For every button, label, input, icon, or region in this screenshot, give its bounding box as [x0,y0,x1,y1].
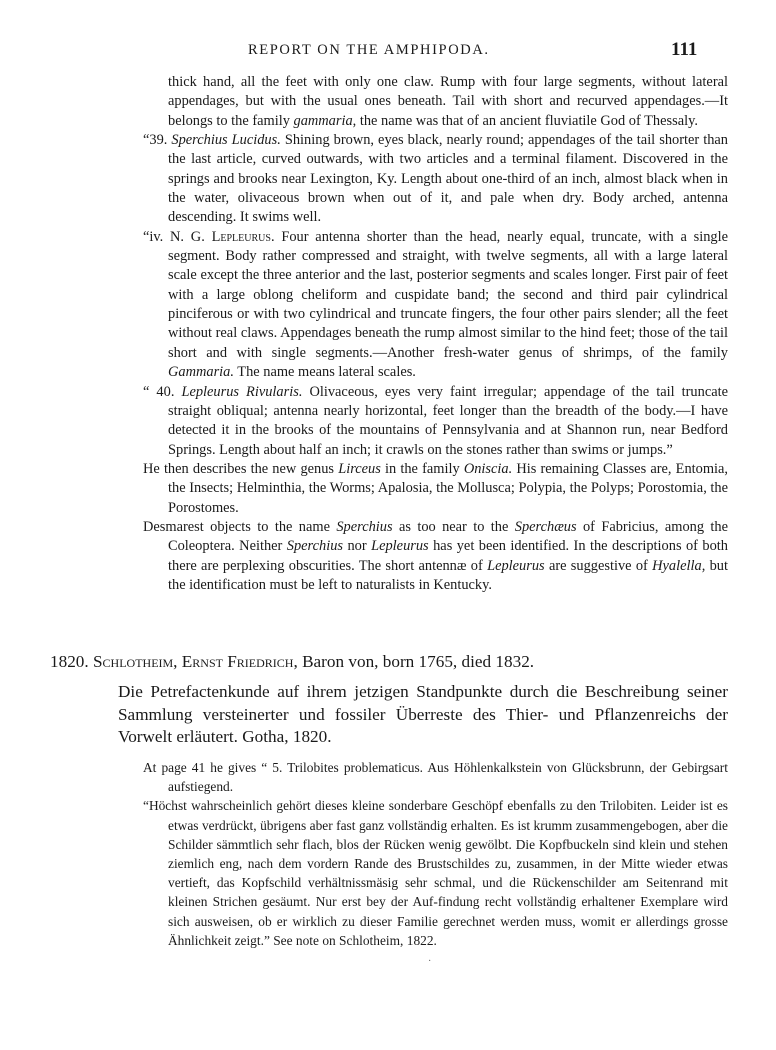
entry-place: Gotha, 1820. [237,727,332,747]
paragraph-desmarest: Desmarest objects to the name Sperchius as too near to the Sperchæus of Fabricius, among the Coleoptera. Neither Sperchius nor Lepleurus has yet been identified. In the descriptions of both there are perplexing obscurities. The short antennæ of Lepleurus are suggestive of Hyalella, but the identification must be left to naturalists in Kentucky. [143,518,729,593]
bibliography-entry-heading [50,652,534,672]
paragraph-sperchius-lucidus: “39. Sperchius Lucidus. Shining brown, eyes black, nearly round; appendages of the tail shorter than the last article, curved outwards, with two articles and a terminal filament. Discovered in the springs and brooks near Lexington, Ky. Length about one-third of an inch, almost black when in the water, olivaceous brown when out of it, and pale when dry. Body arched, antenna descending. It swims well. [143,132,728,226]
entry-author-details: Baron von, born 1765, died 1832. [297,652,535,671]
entry-book-title: Die Petrefactenkunde auf ihrem jetzigen Standpunkte durch die Beschreibung seiner Sammlung versteinerter und fossiler Überreste des Thier- und Pflanzenreichs der Vorwelt erläutert. Gotha, 1820. [118,682,728,747]
page-number: 111 [671,39,698,60]
entry-notes [143,758,728,950]
note-german-quotation: “Höchst wahrscheinlich gehört dieses kleine sonderbare Geschöpf ebenfalls zu den Trilobiten. Leider ist es etwas verdrückt, übrigens aber fast ganz vollständig erhalten. Es ist krumm zusammengebogen, aber die Schilder sämmtlich sehr flach, blos der Rücken wenig gewölbt. Die Kopfbuckeln sind klein und stehen ziemlich eng, nach dem vordern Rande des Brustschildes zu, zusammen, in der Mitte wieder etwas vertieft, das Kopfschild verhältnissmäsig sehr schmal, und die Rückenschilder am Seitenrand mit kleinen Strichen gesäumt. Nur erst bey der Auf-findung recht vollständig erhaltener Exemplare wird sich ausweisen, ob er wirklich zu dieser Familie gerechnet werden muss, womit er allerdings grosse Ähnlichkeit zeigt.” See note on Schlotheim, 1822. [143,798,728,948]
paragraph-lepleurus-genus: “iv. N. G. Lepleurus. Four antenna shorter than the head, nearly equal, truncate, with a single segment. Body rather compressed and straight, with twelve segments, all with a large lateral scale except the three anterior and the last, posterior segments and scales longer. First pair of feet with a large oblong cheliform and cuspidate band; the second and third pair cylindrical pinciferous or with two cylindrical and truncate fingers, the four other pairs slender; all the feet without real claws. Appendages beneath the rump almost similar to the hind feet; those of the tail short and with single segments.—Another fresh-water genus of shrimps, of the family Gammaria. The name means lateral scales. [143,228,728,381]
print-speck: · [428,956,432,967]
paragraph-continuation: thick hand, all the feet with only one claw. Rump with four large segments, without lateral appendages, but with the usual ones beneath. Tail with short and recurved appendages.—It belongs to the family gammaria, the name was that of an ancient fluviatile God of Thessaly. [168,74,728,129]
running-head [0,40,776,62]
entry-year: 1820. [50,652,89,671]
paragraph-lirceus: He then describes the new genus Lirceus in the family Oniscia. His remaining Classes are, Entomia, the Insects; Helminthia, the Worms; Apalosia, the Mollusca; Polypia, the Polyps; Porostomia, the Porostomes. [143,460,729,516]
note-page-41: At page 41 he gives “ 5. Trilobites problematicus. Aus Höhlenkalkstein von Glücksbrunn, der Gebirgsart aufstiegend. [143,760,728,795]
entry-author: Schlotheim, Ernst Friedrich, [92,652,298,671]
paragraph-lepleurus-rivularis: “ 40. Lepleurus Rivularis. Olivaceous, eyes very faint irregular; appendage of the tail truncate straight obliqual; antenna nearly horizontal, feet longer than the breadth of the body.—I have detected it in the brooks of the mountains of Pennsylvania and at Shannon run, near Bedford Springs. Length about half an inch; it crawls on the stones rather than swims or jumps.” [143,383,728,458]
running-title: REPORT ON THE AMPHIPODA. [248,42,490,58]
amphipoda-text-block [143,73,728,595]
